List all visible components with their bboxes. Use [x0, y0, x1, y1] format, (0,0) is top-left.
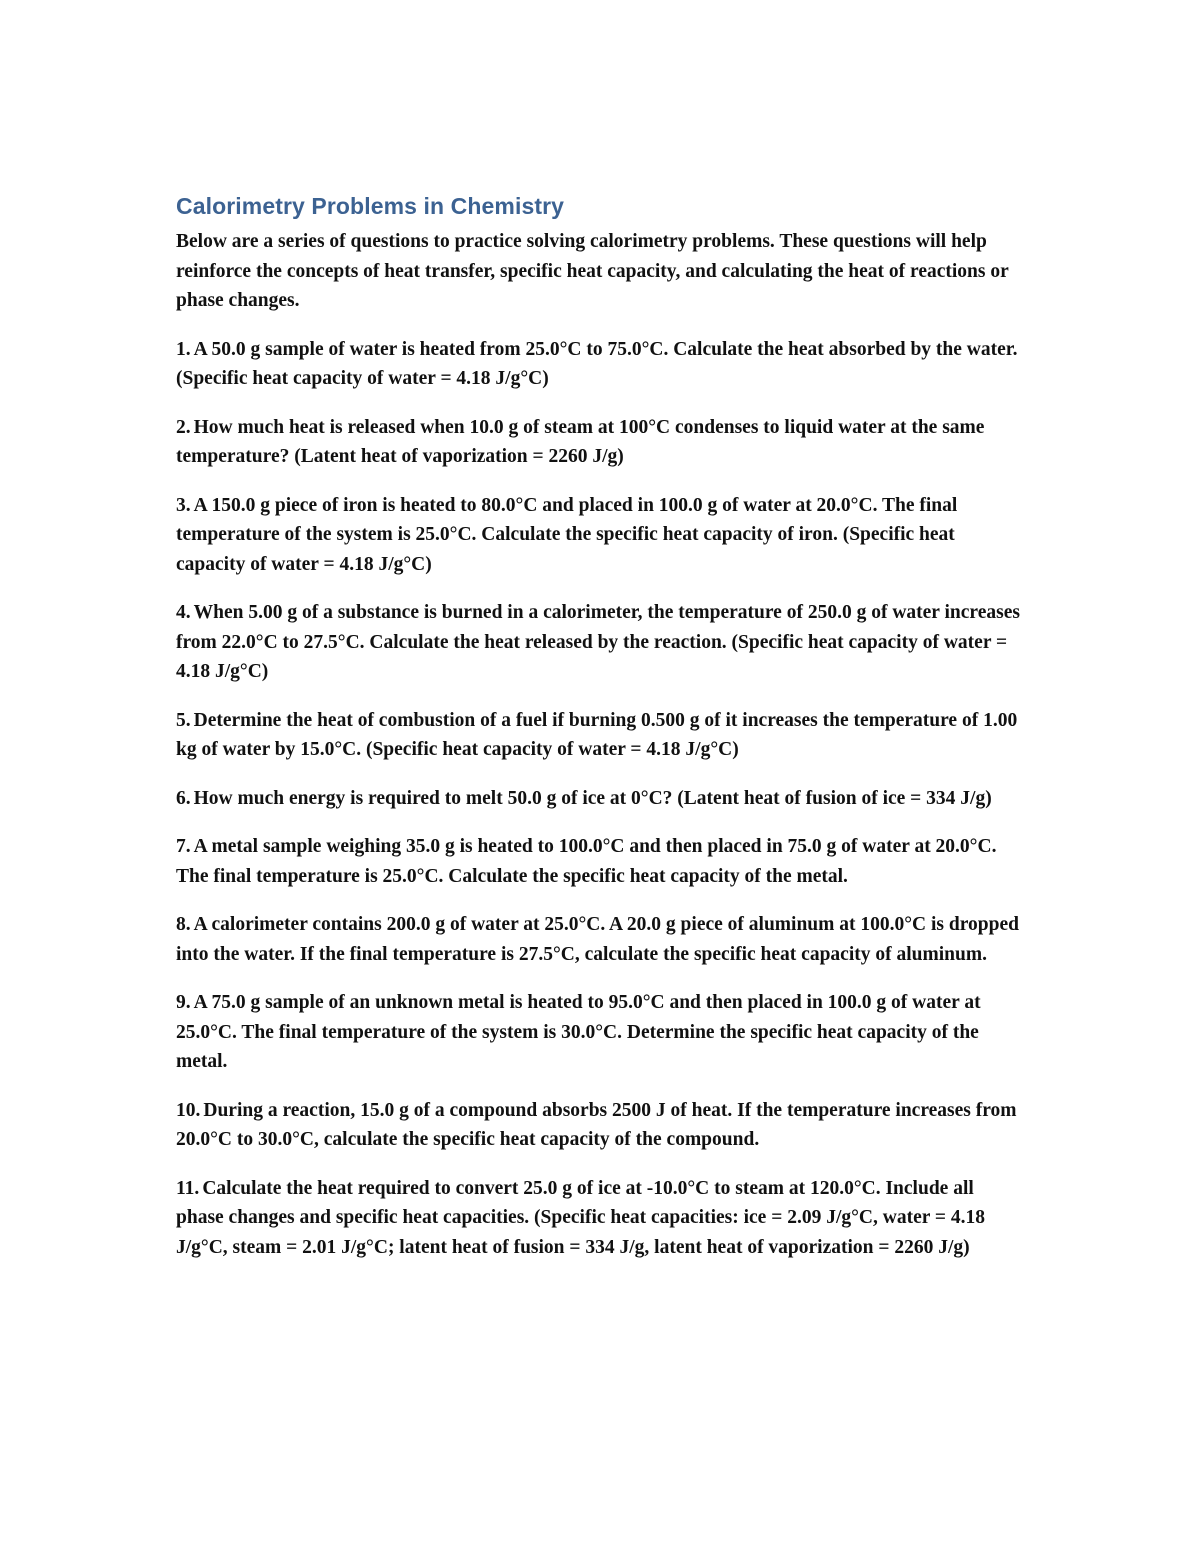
question-number: 2.: [176, 416, 191, 438]
question-text: During a reaction, 15.0 g of a compound absorbs 2500 J of heat. If the temperature increases from 20.0°C to 30.0°C, calculate the specific heat capacity of the compound.: [176, 1099, 1017, 1150]
question-text: A metal sample weighing 35.0 g is heated to 100.0°C and then placed in 75.0 g of water at 20.0°C. The final temperature is 25.0°C. Calculate the specific heat capacity of the metal.: [176, 836, 997, 887]
question-number: 9.: [176, 992, 191, 1013]
question-number: 5.: [176, 709, 191, 731]
question-text: Determine the heat of combustion of a fuel if burning 0.500 g of it increases the temperature of 1.00 kg of water by 15.0°C. (Specific heat capacity of water = 4.18 J/g°C): [176, 709, 1018, 760]
question-2: [176, 413, 1026, 472]
question-4: [176, 598, 1026, 687]
question-number: 8.: [176, 914, 191, 935]
question-3: [176, 491, 1026, 580]
question-text: Calculate the heat required to convert 25.0 g of ice at -10.0°C to steam at 120.0°C. Include all phase changes and specific heat capacities. (Specific heat capacities: ice = 2.09 J/g°C, water = 4.18 J/g°C, steam = 2.01 J/g°C; latent heat of fusion = 334 J/g, latent heat of vaporization = 2260 J/g): [176, 1177, 986, 1258]
question-text: A 150.0 g piece of iron is heated to 80.0°C and placed in 100.0 g of water at 20.0°C. The final temperature of the system is 25.0°C. Calculate the specific heat capacity of iron. (Specific heat capacity of water = 4.18 J/g°C): [176, 494, 958, 575]
question-number: 3.: [176, 494, 191, 516]
question-text: How much heat is released when 10.0 g of steam at 100°C condenses to liquid water at the same temperature? (Latent heat of vaporization = 2260 J/g): [176, 416, 985, 467]
question-number: 7.: [176, 836, 191, 857]
document-page: [176, 188, 1026, 1281]
question-1: [176, 335, 1026, 394]
question-8: [176, 910, 1026, 969]
question-7: [176, 832, 1026, 891]
question-text: How much energy is required to melt 50.0 g of ice at 0°C? (Latent heat of fusion of ice = 334 J/g): [193, 787, 992, 809]
question-list: [176, 335, 1026, 1263]
question-6: [176, 784, 1026, 814]
question-10: [176, 1096, 1026, 1155]
question-number: 1.: [176, 338, 191, 360]
document-intro: Below are a series of questions to practice solving calorimetry problems. These questions will help reinforce the concepts of heat transfer, specific heat capacity, and calculating the heat of reactions or phase changes.: [176, 231, 1009, 311]
question-5: [176, 706, 1026, 765]
question-text: A 75.0 g sample of an unknown metal is heated to 95.0°C and then placed in 100.0 g of water at 25.0°C. The final temperature of the system is 30.0°C. Determine the specific heat capacity of the metal.: [176, 992, 981, 1072]
question-text: A 50.0 g sample of water is heated from 25.0°C to 75.0°C. Calculate the heat absorbed by the water. (Specific heat capacity of water = 4.18 J/g°C): [176, 338, 1018, 389]
question-number: 10.: [176, 1099, 201, 1121]
question-number: 4.: [176, 602, 191, 623]
question-text: When 5.00 g of a substance is burned in a calorimeter, the temperature of 250.0 g of water increases from 22.0°C to 27.5°C. Calculate the heat released by the reaction. (Specific heat capacity of water = 4.18 J/g°C): [176, 602, 1020, 682]
question-11: [176, 1174, 1026, 1263]
question-text: A calorimeter contains 200.0 g of water at 25.0°C. A 20.0 g piece of aluminum at 100.0°C is dropped into the water. If the final temperature is 27.5°C, calculate the specific heat capacity of aluminum.: [176, 914, 1019, 965]
question-number: 6.: [176, 787, 191, 809]
document-title: Calorimetry Problems in Chemistry: [176, 193, 565, 219]
question-number: 11.: [176, 1177, 200, 1199]
question-9: [176, 988, 1026, 1077]
